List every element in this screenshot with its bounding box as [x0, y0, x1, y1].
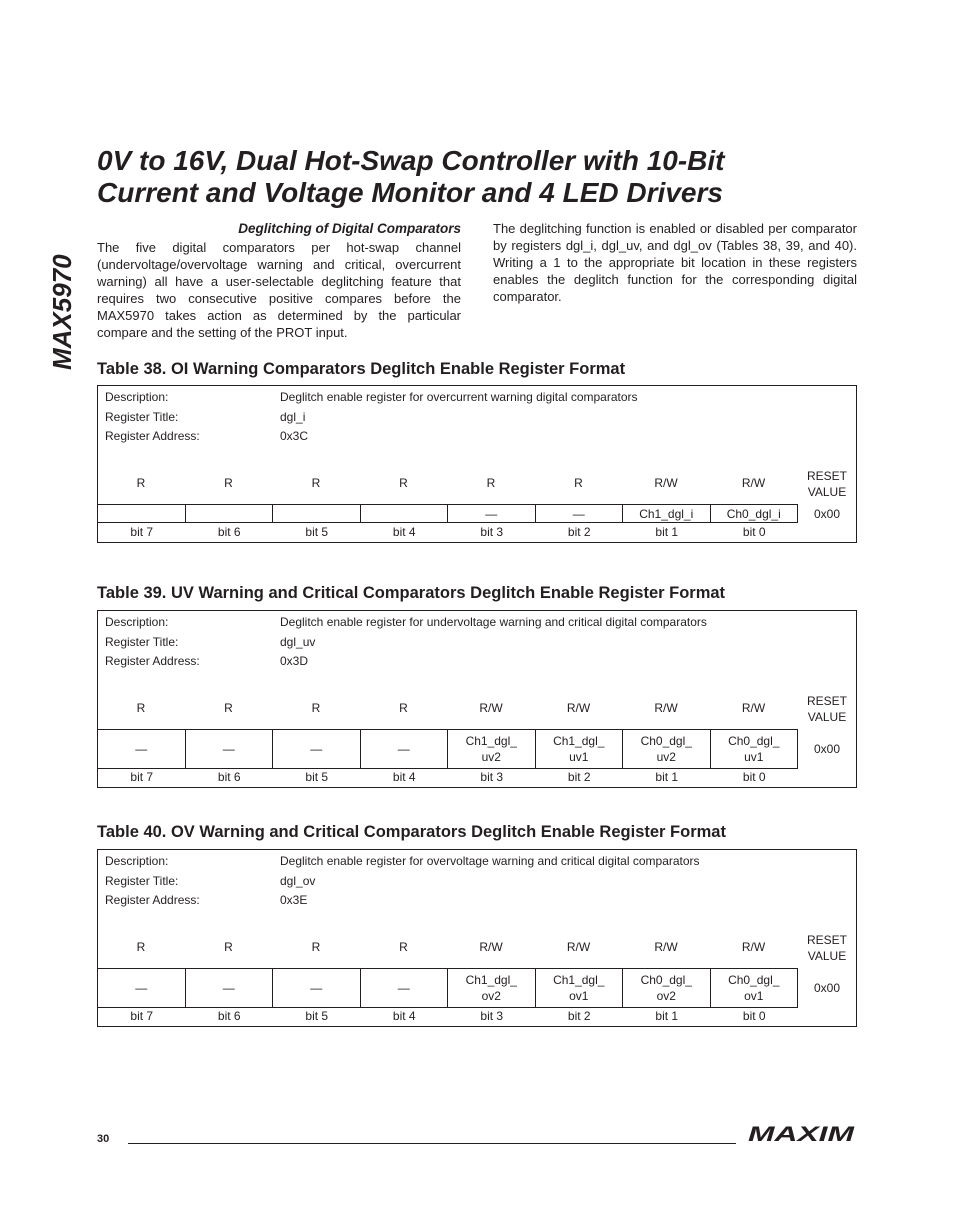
bit-number: bit 7 — [130, 1009, 154, 1023]
maxim-logo-icon — [748, 1124, 856, 1144]
bit-field — [98, 969, 186, 1007]
bit-number: bit 6 — [217, 770, 241, 784]
bit-field-line: Ch0_dgl_i — [726, 506, 781, 521]
reset-header-line1: RESET — [806, 933, 847, 947]
access-type: R — [224, 940, 233, 954]
register-address-row — [105, 427, 638, 447]
bit-field-line: — — [222, 981, 235, 995]
table-38-caption: Table 38. OI Warning Comparators Deglitch Enable Register Format — [97, 360, 626, 378]
bit-number: bit 5 — [305, 770, 329, 784]
reset-header-line2: VALUE — [807, 949, 847, 963]
title-line-2: Current and Voltage Monitor and 4 LED Drivers — [97, 177, 723, 208]
bit-fields-row — [98, 504, 798, 523]
bit-field-line: — — [135, 742, 148, 756]
access-type: R/W — [566, 701, 591, 715]
access-type: R/W — [741, 940, 766, 954]
bit-field — [711, 730, 799, 768]
register-title-value: dgl_i — [280, 409, 306, 424]
bit-field — [536, 969, 624, 1007]
bit-field — [273, 969, 361, 1007]
reset-header-line1: RESET — [806, 469, 847, 483]
register-address-label: Register Address: — [105, 429, 200, 443]
bit-field — [98, 730, 186, 768]
bit-number: bit 7 — [130, 525, 154, 539]
bit-number: bit 3 — [480, 770, 504, 784]
register-title-label: Register Title: — [105, 409, 179, 424]
reset-value: 0x00 — [813, 506, 841, 521]
register-title-value: dgl_ov — [280, 873, 316, 888]
register-title-label: Register Title: — [105, 873, 179, 888]
register-title-row — [105, 633, 707, 653]
access-type: R/W — [479, 701, 503, 715]
title-line-1: 0V to 16V, Dual Hot-Swap Controller with 10-Bit — [97, 145, 725, 176]
bit-fields-row — [98, 968, 798, 1008]
register-address-label: Register Address: — [105, 654, 200, 668]
access-type: R — [486, 476, 496, 490]
bit-field — [186, 730, 274, 768]
page-number: 30 — [97, 1133, 110, 1145]
bit-field — [361, 730, 449, 768]
description-value: Deglitch enable register for overvoltage warning and critical digital comparators — [280, 854, 700, 868]
bit-field-line: ov1 — [569, 989, 589, 1003]
description-value: Deglitch enable register for overcurrent warning digital comparators — [280, 390, 638, 404]
bit-field-line: uv2 — [656, 750, 676, 764]
reset-value-header — [798, 693, 856, 725]
bit-field-line: — — [310, 742, 323, 756]
access-type: R/W — [654, 701, 678, 715]
document-title — [97, 145, 897, 209]
bit-field — [361, 505, 449, 522]
reset-value: 0x00 — [813, 981, 841, 995]
bit-field-line: — — [572, 506, 585, 521]
access-type: R/W — [741, 701, 766, 715]
bit-field — [186, 969, 274, 1007]
bit-number-row — [98, 770, 798, 784]
access-type: R/W — [566, 940, 591, 954]
reset-header-line2: VALUE — [807, 710, 847, 724]
reset-value-header — [798, 468, 856, 500]
bit-field-line: — — [135, 981, 148, 995]
bit-field-line: — — [310, 981, 323, 995]
access-type: R — [136, 940, 146, 954]
bit-field — [536, 505, 624, 522]
bit-field — [623, 730, 711, 768]
description-row — [105, 388, 638, 408]
bit-number: bit 1 — [655, 1009, 679, 1023]
description-value: Deglitch enable register for undervoltage warning and critical digital comparators — [280, 615, 707, 629]
register-address-value: 0x3D — [280, 654, 309, 668]
bit-field-line: Ch1_dgl_i — [639, 506, 694, 521]
register-address-row — [105, 652, 707, 672]
bit-field-line: Ch1_dgl_ — [553, 973, 605, 987]
bit-field — [623, 505, 711, 522]
bit-field — [536, 730, 624, 768]
bit-field — [448, 969, 536, 1007]
register-address-label: Register Address: — [105, 893, 200, 907]
logo-text: MAXIM — [748, 1124, 855, 1144]
left-column — [97, 220, 461, 341]
access-type: R — [399, 701, 408, 715]
bit-number: bit 1 — [655, 525, 679, 539]
bit-field-line: ov2 — [481, 989, 501, 1003]
bit-number: bit 4 — [392, 1009, 416, 1023]
bit-number: bit 2 — [567, 1009, 591, 1023]
description-label: Description: — [105, 854, 169, 868]
bit-number: bit 6 — [217, 1009, 241, 1023]
maxim-logo — [748, 1124, 856, 1149]
register-address-value: 0x3E — [280, 893, 308, 907]
bit-field — [711, 969, 799, 1007]
access-type: R — [136, 701, 146, 715]
register-table-39 — [97, 610, 857, 788]
right-paragraph: The deglitching function is enabled or disabled per comparator by registers dgl_i, dgl_uv, and dgl_ov (Tables 38, 39, and 40). Writing a 1 to the appropriate bit location in these registers enables the deglitch function for the corresponding digital comparator. — [493, 221, 857, 304]
bit-field-line: Ch1_dgl_ — [465, 973, 517, 987]
access-type: R — [224, 476, 233, 490]
access-type: R/W — [741, 476, 766, 490]
bit-field — [448, 730, 536, 768]
bit-number: bit 2 — [567, 770, 591, 784]
reset-value-header — [798, 932, 856, 964]
table-39-caption: Table 39. UV Warning and Critical Comparators Deglitch Enable Register Format — [97, 584, 726, 602]
access-type: R — [311, 940, 321, 954]
register-table-40 — [97, 849, 857, 1027]
register-meta — [105, 852, 700, 911]
bit-field-line: Ch0_dgl_ — [728, 973, 780, 987]
bit-number: bit 4 — [392, 770, 416, 784]
reset-header-line2: VALUE — [807, 485, 847, 499]
access-type: R — [399, 476, 408, 490]
bit-field — [273, 730, 361, 768]
register-table-38 — [97, 385, 857, 543]
access-type: R/W — [654, 476, 678, 490]
bit-number: bit 2 — [567, 525, 591, 539]
bit-field — [711, 505, 799, 522]
access-type: R — [574, 476, 583, 490]
bit-field-line: uv1 — [569, 750, 589, 764]
bit-fields-row — [98, 729, 798, 769]
bit-number: bit 7 — [130, 770, 154, 784]
description-label: Description: — [105, 615, 169, 629]
register-meta — [105, 388, 638, 447]
bit-field-line: — — [397, 742, 410, 756]
bit-field — [98, 505, 186, 522]
side-part-number: MAX5970 — [47, 254, 77, 370]
bit-field-line: — — [397, 981, 410, 995]
access-type: R — [224, 701, 233, 715]
bit-field-line: ov2 — [656, 989, 676, 1003]
bit-field — [623, 969, 711, 1007]
register-address-row — [105, 891, 700, 911]
register-title-row — [105, 408, 638, 428]
section-heading: Deglitching of Digital Comparators — [238, 221, 461, 236]
reset-header-line1: RESET — [806, 694, 847, 708]
bit-number: bit 3 — [480, 525, 504, 539]
bit-field-line: Ch1_dgl_ — [553, 734, 605, 748]
bit-number: bit 5 — [305, 525, 329, 539]
bit-number: bit 4 — [392, 525, 416, 539]
bit-field — [361, 969, 449, 1007]
access-type: R — [311, 701, 321, 715]
bit-field-line: uv1 — [744, 750, 764, 764]
right-column — [493, 220, 857, 305]
bit-field-line: Ch0_dgl_ — [640, 973, 692, 987]
bit-field — [448, 505, 536, 522]
table-40-caption: Table 40. OV Warning and Critical Comparators Deglitch Enable Register Format — [97, 823, 726, 841]
register-title-label: Register Title: — [105, 634, 179, 649]
bit-field-line: uv2 — [481, 750, 501, 764]
register-title-value: dgl_uv — [280, 634, 316, 649]
access-type: R — [399, 940, 408, 954]
description-row — [105, 613, 707, 633]
bit-number: bit 0 — [742, 1009, 766, 1023]
bit-number: bit 6 — [217, 525, 241, 539]
bit-number: bit 1 — [655, 770, 679, 784]
bit-field — [186, 505, 274, 522]
register-address-value: 0x3C — [280, 429, 309, 443]
bit-number-row — [98, 525, 798, 539]
bit-field — [273, 505, 361, 522]
bit-number: bit 0 — [742, 525, 766, 539]
register-title-row — [105, 872, 700, 892]
access-type: R — [311, 476, 321, 490]
access-type: R — [136, 476, 146, 490]
bit-number: bit 3 — [480, 1009, 504, 1023]
bit-number: bit 0 — [742, 770, 766, 784]
access-type: R/W — [654, 940, 678, 954]
bit-field-line: Ch0_dgl_ — [640, 734, 692, 748]
description-row — [105, 852, 700, 872]
reset-value: 0x00 — [813, 742, 841, 756]
bit-number: bit 5 — [305, 1009, 329, 1023]
bit-field-line: ov1 — [744, 989, 764, 1003]
register-meta — [105, 613, 707, 672]
bit-field-line: — — [485, 506, 498, 521]
bit-number-row — [98, 1009, 798, 1023]
description-label: Description: — [105, 390, 169, 404]
access-type: R/W — [479, 940, 503, 954]
footer-rule — [128, 1143, 736, 1144]
bit-field-line: — — [222, 742, 235, 756]
bit-field-line: Ch0_dgl_ — [728, 734, 780, 748]
bit-field-line: Ch1_dgl_ — [465, 734, 517, 748]
left-paragraph: The five digital comparators per hot-swap channel (undervoltage/overvoltage warning and critical, overcurrent warning) all have a user-selectable deglitching feature that requires two consecutive positive compares before the MAX5970 takes action as determined by the particular compare and the setting of the PROT input. — [97, 240, 461, 340]
